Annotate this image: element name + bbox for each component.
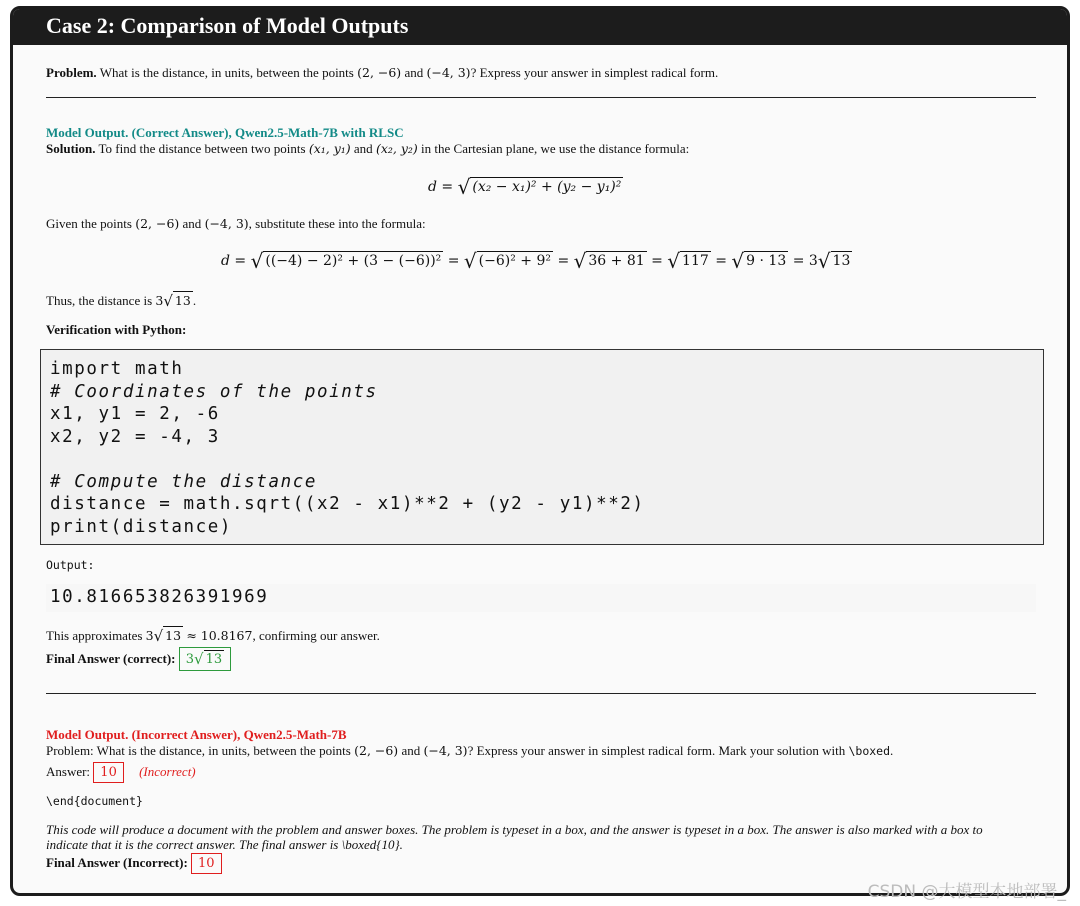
thus-sqrt: √ 13 <box>163 292 191 310</box>
approx-text-2: , confirming our answer. <box>252 628 380 643</box>
correct-heading: Model Output. (Correct Answer), Qwen2.5-Math-7B with RLSC <box>46 125 404 140</box>
final-incorrect-label: Final Answer (Incorrect): <box>46 855 188 870</box>
given-line <box>46 216 426 232</box>
thus-line <box>46 292 196 310</box>
answer-label: Answer: <box>46 764 91 779</box>
solution-label: Solution. <box>46 141 96 156</box>
problem-text-after: ? Express your answer in simplest radical form. <box>470 65 719 80</box>
problem-point-1: (2, −6) <box>357 65 402 80</box>
code-content <box>50 358 645 538</box>
point-1-generic: (x₁, y₁) <box>308 141 351 156</box>
case-card <box>10 6 1070 896</box>
verify-label: Verification with Python: <box>46 322 187 337</box>
thus-end: . <box>192 293 197 308</box>
incorrect-period: . <box>890 743 894 758</box>
final-incorrect-box: 10 <box>191 853 222 874</box>
calc-radicand-6: 13 <box>832 253 851 269</box>
calc-sqrt-4: √ 117 <box>667 249 709 273</box>
approx-radicand: 13 <box>165 628 182 643</box>
output-label: Output: <box>46 558 95 572</box>
code-line: x2, y2 = -4, 3 <box>50 426 220 447</box>
calc-radicand-1: ((−4) − 2)² + (3 − (−6))² <box>265 253 442 269</box>
boxed-command: \boxed <box>848 744 891 758</box>
solution-and: and <box>353 141 373 156</box>
final-correct-coef: 3 <box>185 652 195 667</box>
code-line: # Compute the distance <box>50 471 317 492</box>
card-title: Case 2: Comparison of Model Outputs <box>46 13 409 38</box>
calc-sqrt-2: √ (−6)² + 9² <box>463 249 551 273</box>
code-line <box>50 448 645 471</box>
code-line: import math <box>50 359 184 379</box>
final-correct-sqrt: √ 13 <box>194 650 223 668</box>
final-correct-line <box>46 647 231 671</box>
code-line: x1, y1 = 2, -6 <box>50 404 220 424</box>
calc-eq-3: = <box>651 253 663 269</box>
final-correct-label: Final Answer (correct): <box>46 651 176 666</box>
calc-eq-5: = 3 <box>792 253 818 269</box>
calc-eq-2: = <box>557 253 570 269</box>
approx-line <box>46 627 380 645</box>
thus-text: Thus, the distance is <box>46 293 153 308</box>
given-point-2: (−4, 3) <box>204 216 249 231</box>
approx-value: ≈ 10.8167 <box>186 628 253 643</box>
point-2-generic: (x₂, y₂) <box>375 141 418 156</box>
problem-and: and <box>404 65 424 80</box>
calc-radicand-5: 9 · 13 <box>746 253 787 269</box>
calc-sqrt-3: √ 36 + 81 <box>573 249 645 273</box>
end-document: \end{document} <box>46 794 143 808</box>
incorrect-point-1: (2, −6) <box>354 743 399 758</box>
answer-box: 10 <box>93 762 124 783</box>
given-and: and <box>182 216 202 231</box>
divider <box>46 693 1036 694</box>
approx-coef: 3 <box>145 628 154 643</box>
given-point-1: (2, −6) <box>135 216 180 231</box>
explanation-line-2: indicate that it is the correct answer. The final answer is \boxed{10}. <box>46 837 403 852</box>
solution-line <box>46 141 689 157</box>
calc-sqrt-1: √ ((−4) − 2)² + (3 − (−6))² <box>250 249 442 273</box>
formula-lhs: d = <box>428 179 454 195</box>
given-text-2: , substitute these into the formula: <box>248 216 426 231</box>
problem-text-before: What is the distance, in units, between the points <box>99 65 354 80</box>
approx-sqrt: √ 13 <box>153 627 182 645</box>
distance-calculation <box>221 249 852 273</box>
calc-lhs: d = <box>221 253 247 269</box>
code-line: print(distance) <box>50 516 233 537</box>
watermark: CSDN @大模型本地部署_ <box>867 882 1066 902</box>
calc-sqrt-5: √ 9 · 13 <box>731 249 787 273</box>
final-incorrect-line <box>46 853 222 874</box>
divider <box>46 97 1036 98</box>
thus-radicand: 13 <box>174 293 191 308</box>
title-bar <box>13 9 1067 45</box>
incorrect-tag: (Incorrect) <box>139 764 196 779</box>
incorrect-point-2: (−4, 3) <box>423 743 468 758</box>
calc-radicand-4: 117 <box>682 253 709 269</box>
problem-point-2: (−4, 3) <box>426 65 471 80</box>
incorrect-and: and <box>401 743 421 758</box>
code-block <box>40 349 1044 545</box>
calc-sqrt-6: √ 13 <box>817 249 851 273</box>
output-value: 10.816653826391969 <box>50 587 269 607</box>
solution-text-1: To find the distance between two points <box>98 141 306 156</box>
solution-text-2: in the Cartesian plane, we use the distance formula: <box>421 141 690 156</box>
thus-coef: 3 <box>155 293 164 308</box>
output-box <box>46 584 1036 612</box>
calc-eq-1: = <box>447 253 460 269</box>
distance-formula <box>428 175 623 199</box>
calc-eq-4: = <box>715 253 727 269</box>
code-line: # Coordinates of the points <box>50 381 378 402</box>
problem-label: Problem. <box>46 65 97 80</box>
code-line: distance = math.sqrt((x2 - x1)**2 + (y2 - y1)**2) <box>50 494 645 514</box>
answer-line <box>46 762 196 783</box>
calc-radicand-2: (−6)² + 9² <box>478 253 551 269</box>
approx-text-1: This approximates <box>46 628 143 643</box>
problem-statement <box>46 65 718 81</box>
calc-radicand-3: 36 + 81 <box>588 253 645 269</box>
final-correct-radicand: 13 <box>205 652 223 667</box>
incorrect-heading: Model Output. (Incorrect Answer), Qwen2.5-Math-7B <box>46 727 347 742</box>
explanation-line-1: This code will produce a document with the problem and answer boxes. The problem is typeset in a box, and the answer is typeset in a box. The answer is also marked with a box to <box>46 822 983 837</box>
incorrect-problem-line <box>46 743 893 759</box>
given-text-1: Given the points <box>46 216 132 231</box>
incorrect-problem-text-1: Problem: What is the distance, in units, between the points <box>46 743 351 758</box>
formula-sqrt: √ (x₂ − x₁)² + (y₂ − y₁)² <box>457 175 622 199</box>
formula-radicand: (x₂ − x₁)² + (y₂ − y₁)² <box>472 179 622 195</box>
incorrect-problem-text-2: ? Express your answer in simplest radical form. Mark your solution with <box>467 743 846 758</box>
final-correct-box <box>179 647 231 671</box>
